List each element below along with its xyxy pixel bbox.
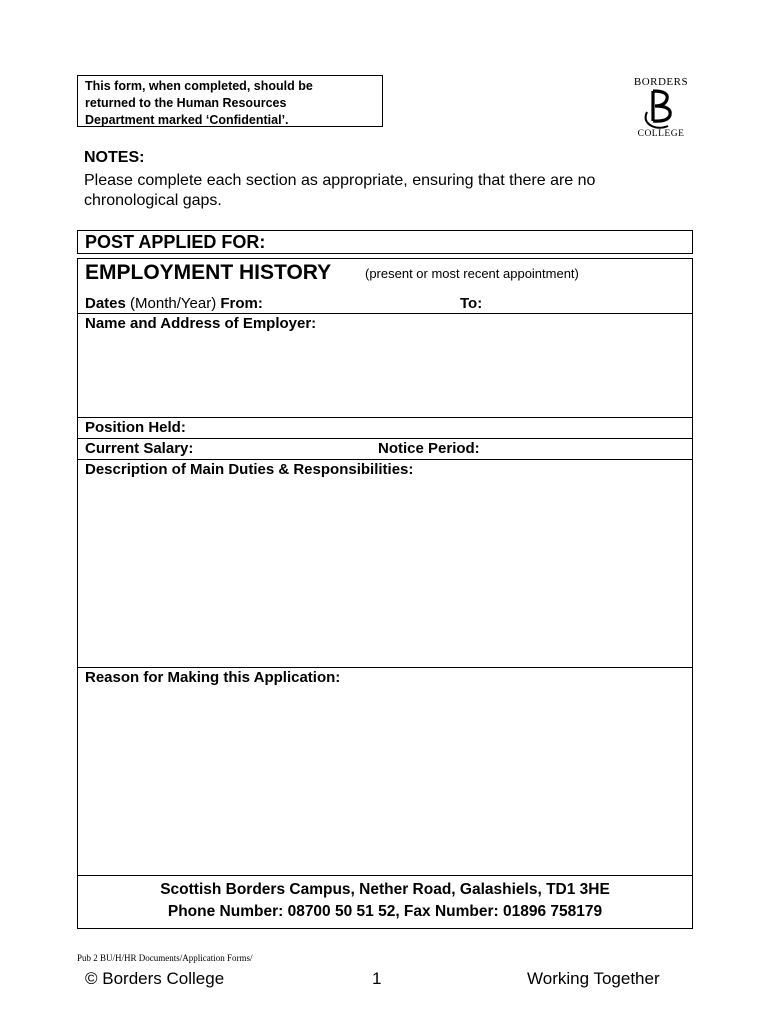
footer-tagline: Working Together (527, 969, 660, 988)
post-applied-field[interactable] (77, 230, 693, 254)
post-applied-label: POST APPLIED FOR: (85, 232, 266, 252)
logo-b-emblem-icon (641, 88, 681, 130)
return-notice-box (77, 75, 383, 127)
return-notice-line-1: This form, when completed, should be (85, 79, 313, 93)
borders-college-logo (622, 76, 700, 144)
row-divider (78, 438, 692, 439)
reason-field[interactable] (78, 667, 692, 875)
document-reference: Pub 2 BU/H/HR Documents/Application Forms/ (77, 953, 253, 963)
copyright-notice: © Borders College (85, 969, 225, 988)
dates-format-label: (Month/Year) (130, 295, 217, 312)
contact-numbers: Phone Number: 08700 50 51 52, Fax Number: 01896 758179 (167, 903, 603, 920)
duties-field[interactable] (78, 459, 692, 667)
notes-line-1: Please complete each section as appropriate, ensuring that there are no (84, 172, 596, 189)
dates-to-field[interactable] (460, 295, 482, 312)
employer-field[interactable] (78, 313, 692, 417)
position-held-label: Position Held: (85, 419, 186, 436)
employer-label: Name and Address of Employer: (85, 315, 317, 332)
current-salary-field[interactable] (85, 440, 193, 457)
current-salary-label: Current Salary: (85, 440, 194, 457)
employment-history-heading: EMPLOYMENT HISTORY (85, 261, 332, 284)
notice-period-label: Notice Period: (378, 440, 480, 457)
logo-bottom-text: COLLEGE (637, 129, 685, 139)
from-label: From: (220, 295, 263, 312)
dates-from-field[interactable] (85, 295, 263, 312)
dates-label: Dates (85, 295, 126, 312)
employment-history-section (77, 258, 693, 929)
return-notice-line-3: Department marked ‘Confidential’. (85, 113, 289, 127)
row-divider (78, 875, 692, 876)
notice-period-field[interactable] (378, 440, 480, 457)
position-held-field[interactable] (85, 419, 186, 436)
employment-history-subheading: (present or most recent appointment) (365, 266, 579, 281)
duties-label: Description of Main Duties & Responsibilities: (85, 461, 414, 478)
notes-heading: NOTES: (84, 149, 145, 166)
row-divider (78, 417, 692, 418)
notes-line-2: chronological gaps. (84, 192, 222, 209)
logo-top-text: BORDERS (633, 76, 689, 88)
reason-label: Reason for Making this Application: (85, 669, 341, 686)
campus-address: Scottish Borders Campus, Nether Road, Galashiels, TD1 3HE (160, 881, 610, 898)
page-number: 1 (372, 969, 382, 988)
return-notice-line-2: returned to the Human Resources (85, 96, 287, 110)
to-label: To: (460, 295, 483, 312)
